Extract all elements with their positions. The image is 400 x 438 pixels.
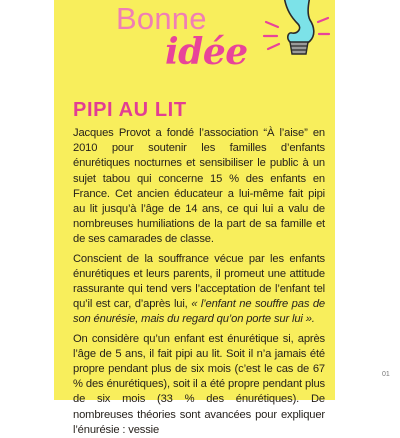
- magazine-page: [54, 0, 335, 436]
- article-title: PIPI AU LIT: [73, 99, 187, 121]
- margin-mark: 01: [382, 371, 390, 378]
- section-brand-bonne: Bonne: [116, 1, 207, 36]
- section-brand-idee: idée: [165, 31, 248, 73]
- paragraph-2-text: Conscient de la souffrance vécue par les enfants énurétiques et leurs parents, il promeut une attitude rassurante qui tend vers l’acceptation de l’enfant tel qu’il est car, d’après lui,: [73, 252, 325, 311]
- article-body: [73, 126, 325, 438]
- article-quote: « l’enfant ne souffre pas de son énurésie, mais du regard qu’on porte sur lui ».: [73, 298, 325, 326]
- paragraph-2: [73, 252, 325, 328]
- lightbulb-icon: [258, 0, 330, 64]
- paragraph-3: On considère qu’un enfant est énurétique si, après l’âge de 5 ans, il fait pipi au lit. Soit il n’a jamais été propre pendant plus de six mois (c’est le cas de 67 % des énurétiques), soit il a été propre pendant plus de six mois (33 % des énurétiques). De nombreuses théories sont avancées pour expliquer l’énurésie : vessie: [73, 332, 325, 436]
- paragraph-1: Jacques Provot a fondé l’association “À l’aise” en 2010 pour soutenir les familles d’enfants énurétiques nocturnes et sensibiliser le public à un sujet tabou qui concerne 15 % des enfants en France. Cet ancien éducateur a lui-même fait pipi au lit jusqu’à l’âge de 14 ans, ce qui lui a valu de nombreuses humiliations de la part de sa famille et de ses camarades de classe.: [73, 127, 325, 246]
